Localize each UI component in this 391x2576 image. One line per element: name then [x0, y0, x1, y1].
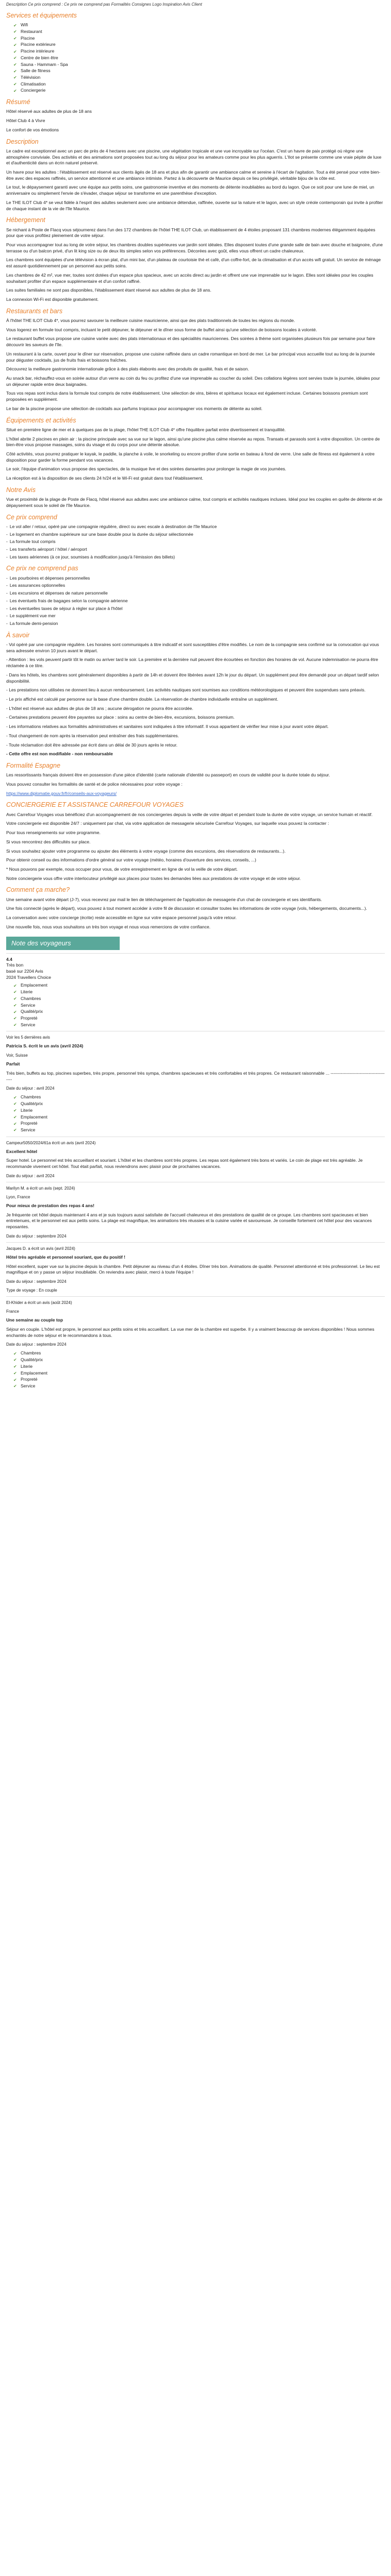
review-date-label: Date du séjour : avril 2024	[6, 1173, 55, 1178]
review-card	[6, 1242, 385, 1293]
check-icon: ✔	[13, 1377, 17, 1382]
services-list	[6, 22, 385, 94]
hebergement-title: Hébergement	[6, 216, 45, 224]
restaurants-para: Le restaurant buffet vous propose une cuisine variée avec des plats internationaux et des spécialités mauriciennes. Des soirées à thème sont organisées plusieurs fois par semaine pour faire découvrir les saveurs de l'île.	[6, 336, 376, 348]
list-item	[6, 532, 385, 538]
comment-para: Une semaine avant votre départ (J-7), vous recevrez par mail le lien de téléchargement de l'application de messagerie d'un chat de conciergerie et ses identifiants.	[6, 896, 322, 902]
dash-icon: -	[6, 613, 8, 619]
savoir-para: - Dans les hôtels, les chambres sont généralement disponibles à partir de 14h et doivent être libérées avant 12h le jour du départ. Un supplément peut être demandé pour un départ tardif selon disponibilité.	[6, 672, 379, 684]
check-item	[13, 1101, 385, 1107]
check-item	[13, 1003, 385, 1009]
check-icon: ✔	[13, 49, 17, 54]
savoir-para: - Certaines prestations peuvent être payantes sur place : soins au centre de bien-être, excursions, boissons premium.	[6, 715, 235, 720]
check-icon: ✔	[13, 42, 17, 47]
formalites-para: Vous pouvez consulter les formalités de santé et de police nécessaires pour votre voyage :	[6, 782, 183, 787]
check-label: Qualité/prix	[21, 1101, 43, 1107]
check-label: Literie	[21, 989, 33, 995]
check-icon: ✔	[13, 983, 17, 988]
restaurants-para: Tous vos repas sont inclus dans la formule tout compris de notre établissement. Une sélection de vins, bières et spiritueux locaux est également incluse. Certaines boissons premium sont proposées en supplément.	[6, 391, 368, 402]
equipements-para: Situé en première ligne de mer et à quelques pas de la plage, l'hôtel THE ILOT Club 4* offre l'équilibre parfait entre divertissement et tranquillité.	[6, 427, 286, 432]
review-date-label: Date du séjour : septembre 2024	[6, 1342, 67, 1347]
check-item	[13, 1370, 385, 1377]
list-item-text: Les taxes aériennes (à ce jour, soumises à modification jusqu'à l'émission des billets)	[9, 554, 175, 560]
notre-avis-title: Notre Avis	[6, 486, 36, 494]
review-card	[6, 1137, 385, 1179]
check-icon: ✔	[13, 990, 17, 995]
equipements-para: Côté activités, vous pourrez pratiquer le kayak, le paddle, la planche à voile, le snorkeling ou encore profiter d'une sortie en bateau à fond de verre. Une salle de fitness est également à votre disposition pour garder la forme pendant vos vacances.	[6, 451, 375, 463]
check-item	[13, 1127, 385, 1133]
dash-icon: -	[6, 605, 8, 611]
restaurants-para: Découvrez la meilleure gastronomie internationale grâce à des plats élaborés avec des produits de qualité, frais et de saison.	[6, 366, 249, 372]
check-item	[13, 1015, 385, 1022]
reviews-header: Note des voyageurs	[6, 937, 120, 950]
check-icon: ✔	[13, 1351, 17, 1356]
check-icon: ✔	[13, 996, 17, 1002]
check-label: Chambres	[21, 1350, 41, 1356]
check-label: Service	[21, 1383, 36, 1388]
description-para: Le cadre est exceptionnel avec un parc de près de 4 hectares avec une piscine, une végétation tropicale et une vue incroyable sur l'océan. C'est un havre de paix protégé où règne une atmosphère conviviale. Des activités et des animations sont proposées tout au long du séjour pour les amateurs comme pour les plus aguerris. L'Ilot se présente comme une vraie pépite de luxe et d'authenticité dans un écrin naturel préservé.	[6, 148, 382, 166]
resume-line: Hôtel réservé aux adultes de plus de 18 ans	[6, 109, 92, 114]
list-item	[6, 547, 385, 553]
savoir-para: - Vol opéré par une compagnie régulière. Les horaires sont communiqués à titre indicatif et sont susceptibles d'être modifiés. Le nom de la compagnie sera confirmé sur la convocation qui vous sera adressée environ 10 jours avant le départ.	[6, 641, 379, 653]
check-item	[13, 1108, 385, 1114]
check-label: Centre de bien être	[21, 55, 58, 60]
check-item	[13, 75, 385, 81]
check-icon: ✔	[13, 23, 17, 28]
list-item	[6, 606, 385, 612]
hebergement-para: Pour vous accompagner tout au long de votre séjour, les chambres doubles supérieures vue jardin sont idéales. Elles disposent toutes d'une grande salle de bain avec douche et baignoire, d'une terrasse ou d'un balcon privé, d'un lit king size ou de deux lits simples selon vos préférences. Décorées avec goût, elles vous offrent un cadre chaleureux.	[6, 242, 383, 253]
check-item	[13, 68, 385, 74]
restaurants-para: Au snack bar, réchauffez-vous en soirée autour d'un verre au coin du feu ou profitez d'une vue imprenable au coucher du soleil. Des collations légères sont servies toute la journée, idéales pour un déjeuner rapide entre deux baignades.	[6, 376, 380, 387]
list-item-text: Le logement en chambre supérieure sur une base double pour la durée du séjour sélectionnée	[9, 531, 193, 537]
review-card	[6, 1031, 385, 1133]
check-item	[13, 982, 385, 989]
check-item	[13, 1364, 385, 1370]
review-title: Pour mieux de prestation des repas 4 ans!	[6, 1202, 95, 1208]
check-icon: ✔	[13, 1108, 17, 1113]
criteria-list	[6, 1350, 385, 1389]
check-icon: ✔	[13, 1003, 17, 1008]
review-trip: France	[6, 1309, 19, 1314]
check-label: Piscine	[21, 35, 35, 41]
conciergerie-item: Si vous rencontrez des difficultés sur place.	[6, 839, 91, 844]
list-item-text: Les éventuels frais de bagages selon la compagnie aérienne	[9, 598, 128, 603]
savoir-para: - Le prix affiché est calculé par personne sur la base d'une chambre double. La réservation de chambre individuelle entraîne un supplément.	[6, 697, 279, 702]
check-item	[13, 1357, 385, 1363]
review-meta: Campeur5050/2024/61a écrit un avis (avril 2024)	[6, 1140, 96, 1145]
score: 4.4	[6, 956, 12, 962]
savoir-para: - Attention : les vols peuvent partir tôt le matin ou arriver tard le soir. La première et la dernière nuit peuvent être écourtées en fonction des horaires de vol. Aucune indemnisation ne pourra être réclamée à ce titre.	[6, 657, 379, 669]
conciergerie-item: Pour obtenir conseil ou des informations d'ordre général sur votre voyage (météo, horaires d'ouverture des services, conseils, ...)	[6, 857, 256, 863]
resume-line: Le confort de vos émotions	[6, 127, 59, 132]
check-item	[13, 42, 385, 48]
prix-ne-comprend-title: Ce prix ne comprend pas	[6, 565, 78, 572]
list-item	[6, 554, 385, 561]
review-type: Type de voyage : En couple	[6, 1288, 57, 1293]
comment-para: Une nouvelle fois, nous vous souhaitons un très bon voyage et nous vous remercions de votre confiance.	[6, 924, 210, 929]
conciergerie-title: CONCIERGERIE ET ASSISTANCE CARREFOUR VOYAGES	[6, 801, 184, 809]
check-label: Emplacement	[21, 1114, 47, 1120]
prix-comprend-list	[6, 524, 385, 561]
check-icon: ✔	[13, 1121, 17, 1126]
hebergement-para: Les suites familiales ne sont pas disponibles, l'établissement étant réservé aux adultes de plus de 18 ans.	[6, 287, 211, 293]
hebergement-para: Les chambres sont équipées d'une télévision à écran plat, d'un mini bar, d'un plateau de courtoisie thé et café, d'un coffre-fort, de la climatisation et d'un accès wifi gratuit. Un service de ménage est assuré quotidiennement par un personnel aux petits soins.	[6, 257, 381, 269]
check-item	[13, 29, 385, 35]
check-icon: ✔	[13, 82, 17, 87]
check-label: Qualité/prix	[21, 1357, 43, 1363]
review-meta: Jacques D. a écrit un avis (avril 2024)	[6, 1246, 75, 1251]
dash-icon: -	[6, 575, 8, 581]
review-date-label: Date du séjour : avril 2024	[6, 1086, 55, 1091]
check-icon: ✔	[13, 36, 17, 41]
restaurants-para: Le bar de la piscine propose une sélection de cocktails aux parfums tropicaux pour accompagner vos moments de détente au soleil.	[6, 405, 263, 411]
check-icon: ✔	[13, 75, 17, 80]
review-meta: Marilyn M. a écrit un avis (sept. 2024)	[6, 1185, 75, 1191]
check-item	[13, 48, 385, 55]
tabs-line[interactable]: Description Ce prix comprend : Ce prix ne comprend pas Formalités Consignes Logo Inspiration Avis Client	[6, 2, 202, 7]
list-item-text: Les transferts aéroport / hôtel / aéroport	[9, 547, 87, 552]
review-title: Parfait	[6, 1061, 20, 1067]
check-label: Restaurant	[21, 29, 42, 34]
formalites-para: Les ressortissants français doivent être en possession d'une pièce d'identité (carte nationale d'identité ou passeport) en cours de validité pour la durée totale du séjour.	[6, 772, 330, 778]
check-label: Propreté	[21, 1121, 38, 1126]
check-label: Literie	[21, 1107, 33, 1113]
check-label: Chambres	[21, 1094, 41, 1100]
list-item-text: Les assurances optionnelles	[9, 583, 66, 588]
equipements-para: Le soir, l'équipe d'animation vous propose des spectacles, de la musique live et des soirées dansantes pour prolonger la magie de vos journées.	[6, 466, 286, 472]
criteria-list	[6, 982, 385, 1028]
dash-icon: -	[6, 547, 8, 552]
dash-icon: -	[6, 590, 8, 596]
check-icon: ✔	[13, 29, 17, 35]
check-item	[13, 989, 385, 995]
check-item	[13, 1350, 385, 1357]
savoir-para: - L'hôtel est réservé aux adultes de plus de 18 ans ; aucune dérogation ne pourra être accordée.	[6, 705, 193, 711]
check-item	[13, 81, 385, 88]
list-item	[6, 613, 385, 619]
resume-title: Résumé	[6, 98, 30, 106]
dash-icon: -	[6, 598, 8, 603]
description-title: Description	[6, 138, 39, 145]
review-card	[6, 1182, 385, 1239]
dash-icon: -	[6, 621, 8, 626]
list-item	[6, 590, 385, 597]
review-date-label: Date du séjour : septembre 2024	[6, 1233, 67, 1239]
comment-para: La conversation avec votre concierge (écrite) reste accessible en ligne sur votre espace personnel jusqu'à votre retour.	[6, 915, 237, 921]
check-label: Service	[21, 1127, 36, 1132]
conciergerie-item: Si vous souhaitez ajouter votre programme ou ajouter des éléments à votre voyage (comme des excursions, des réservations de restaurants...).	[6, 848, 286, 854]
check-label: Piscine extérieure	[21, 42, 56, 47]
check-item	[13, 1377, 385, 1383]
check-item	[13, 1121, 385, 1127]
equipements-para: La réception est à la disposition de ses clients 24 h/24 et le Wi-Fi est gratuit dans tout l'établissement.	[6, 476, 203, 481]
review-body: Je fréquente cet hôtel depuis maintenant 4 ans et je suis toujours aussi satisfaite de l'accueil chaleureux et des prestations de qualité de ce groupe. Les chambres sont spacieuses et bien entretenues, et le personnel est aux petits soins. La plage est magnifique, les animations très réussies et la cuisine variée et savoureuse. Je conseille fortement cet hôtel pour des vacances reposantes.	[6, 1212, 372, 1230]
score-based: basé sur 2204 Avis	[6, 968, 43, 974]
check-icon: ✔	[13, 1023, 17, 1028]
check-icon: ✔	[13, 1114, 17, 1120]
review-body: Super hotel. Le personnel est très accueillant et souriant. L'hôtel et les chambres sont très propres. Les repas sont également très bons et variés. Le coin de plage est très agréable. Je recommande vivement cet hôtel. Tout était parfait, nous reviendrons avec plaisir pour de prochaines vacances.	[6, 1158, 363, 1170]
conciergerie-intro: Avec Carrefour Voyages vous bénéficiez d'un accompagnement de nos conciergeries depuis la veille de votre départ et pendant toute la durée de votre voyage, un service humain et réactif.	[6, 811, 373, 817]
check-icon: ✔	[13, 1128, 17, 1133]
list-item	[6, 575, 385, 582]
check-label: Propreté	[21, 1015, 38, 1021]
check-label: Emplacement	[21, 982, 47, 988]
list-item	[6, 621, 385, 627]
list-item-text: Le vol aller / retour, opéré par une compagnie régulière, direct ou avec escale à destination de l'île Maurice	[9, 523, 217, 529]
restaurants-para: À l'hôtel THE ILOT Club 4*, vous pourrez savourer la meilleure cuisine mauricienne, ainsi que des plats traditionnels de toutes les régions du monde.	[6, 318, 295, 323]
check-icon: ✔	[13, 1095, 17, 1100]
list-item-text: Les éventuelles taxes de séjour à régler sur place à l'hôtel	[9, 605, 123, 611]
savoir-para: - Tout changement de nom après la réservation peut entraîner des frais supplémentaires.	[6, 733, 179, 738]
check-label: Service	[21, 1022, 36, 1027]
check-label: Qualité/prix	[21, 1009, 43, 1014]
check-item	[13, 1383, 385, 1389]
review-author: Patricia S. écrit le un avis (avril 2024)	[6, 1043, 84, 1049]
check-item	[13, 1094, 385, 1100]
check-icon: ✔	[13, 69, 17, 74]
prix-comprend-title: Ce prix comprend	[6, 513, 57, 521]
check-item	[13, 55, 385, 61]
review-meta: El-Khider a écrit un avis (août 2024)	[6, 1300, 72, 1306]
check-icon: ✔	[13, 88, 17, 93]
dash-icon: -	[6, 539, 8, 545]
check-icon: ✔	[13, 1101, 17, 1107]
savoir-para: - Toute réclamation doit être adressée par écrit dans un délai de 30 jours après le retour.	[6, 742, 178, 748]
check-label: Salle de fitness	[21, 68, 51, 74]
review-trip: Lyon, France	[6, 1194, 30, 1199]
check-icon: ✔	[13, 1009, 17, 1014]
review-title: Hôtel très agréable et personnel souriant, que du positif !	[6, 1254, 125, 1260]
dash-icon: -	[6, 554, 8, 560]
check-item	[13, 1022, 385, 1028]
list-item	[6, 583, 385, 589]
check-label: Piscine intérieure	[21, 48, 55, 54]
conciergerie-note2: Notre conciergerie vous offre votre interlocuteur privilégié aux places pour toutes les demandes liées aux prestations de votre voyage et de votre séjour.	[6, 875, 301, 881]
formalites-title: Formalité Espagne	[6, 762, 60, 770]
dash-icon: -	[6, 531, 8, 537]
hebergement-para: Les chambres de 42 m², vue mer, toutes sont dotées d'un espace plus spacieux, avec un accès direct au jardin et offrent une vue imprenable sur le lagon. Elles sont idéales pour les couples souhaitant profiter d'un espace supplémentaire et d'un confort raffiné.	[6, 272, 373, 284]
check-icon: ✔	[13, 1358, 17, 1363]
check-label: Conciergerie	[21, 88, 46, 93]
score-date: 2024 Travellers Choice	[6, 974, 51, 980]
list-item	[6, 539, 385, 545]
check-label: Sauna - Hammam - Spa	[21, 61, 68, 67]
check-icon: ✔	[13, 56, 17, 61]
prix-ne-comprend-list	[6, 575, 385, 627]
description-para: Le tout, le dépaysement garanti avec une équipe aux petits soins, une gastronomie inventive et des moments de détente inoubliables au bord du lagon. Que ce soit pour une lune de miel, un anniversaire ou simplement l'envie de s'évader, chaque séjour se transforme en une parenthèse d'exception.	[6, 184, 374, 196]
check-label: Emplacement	[21, 1370, 47, 1376]
notre-avis-text: Vue et proximité de la plage de Poste de Flacq, hôtel réservé aux adultes avec une ambiance calme, tout compris et activités nautiques incluses. Idéal pour les couples en quête de détente et de dépaysement sous le soleil de l'île Maurice.	[6, 497, 383, 508]
check-label: Chambres	[21, 995, 41, 1001]
check-label: Wifi	[21, 22, 28, 28]
list-item-text: Les pourboires et dépenses personnelles	[9, 575, 90, 581]
review-meta: Voir les 5 dernières avis	[6, 1035, 50, 1040]
dash-icon: -	[6, 523, 8, 529]
check-label: Literie	[21, 1363, 33, 1369]
reviews-list	[6, 1031, 385, 1389]
check-item	[13, 88, 385, 94]
score-label: Très bon	[6, 962, 24, 968]
resume-block	[6, 109, 385, 133]
check-label: Propreté	[21, 1377, 38, 1382]
equipements-para: L'hôtel abrite 2 piscines en plein air : la piscine principale avec sa vue sur le lagon, ainsi qu'une piscine plus calme réservée au repos. Transats et parasols sont à votre disposition. Un centre de bien-être vous propose massages, soins du visage et du corps pour une détente absolue.	[6, 436, 380, 448]
list-item-text: La formule tout compris	[9, 539, 56, 545]
restaurants-para: Un restaurant à la carte, ouvert pour le dîner sur réservation, propose une cuisine raffinée dans un cadre romantique en bord de mer. Le bar principal vous accueille tout au long de la journée pour déguster cocktails, jus de fruits frais et boissons fraîches.	[6, 351, 375, 363]
comment-para: Une fois connecté (après le départ), vous pouvez à tout moment accéder à votre fil de discussion et consulter toutes les informations de votre voyage (vols, hébergements, documents...).	[6, 906, 367, 911]
savoir-para: - Les prestations non utilisées ne donnent lieu à aucun remboursement. Les activités nautiques sont soumises aux conditions météorologiques et peuvent être suspendues sans préavis.	[6, 687, 366, 693]
comment-title: Comment ça marche?	[6, 886, 70, 894]
check-item	[13, 36, 385, 42]
restaurants-title: Restaurants et bars	[6, 307, 63, 315]
description-para: Le THE ILOT Club 4* se veut fidèle à l'esprit des adultes seulement avec une ambiance détendue, raffinée, ouverte sur la nature et le lagon, avec un style créole contemporain qui invite à profiter de chaque instant de la vie de l'île Maurice.	[6, 199, 383, 211]
check-item	[13, 1114, 385, 1121]
dash-icon: -	[6, 583, 8, 588]
savoir-title: À savoir	[6, 631, 30, 639]
check-item	[13, 22, 385, 28]
review-trip: Voir, Suisse	[6, 1053, 28, 1058]
review-card	[6, 1296, 385, 1389]
restaurants-para: Vous logerez en formule tout compris, incluant le petit déjeuner, le déjeuner et le dîner sous forme de buffet ainsi qu'une sélection de boissons locales à volonté.	[6, 327, 317, 332]
check-item	[13, 1009, 385, 1015]
check-icon: ✔	[13, 1364, 17, 1369]
criteria-list	[6, 1094, 385, 1133]
hebergement-para: Se nichant à Poste de Flacq vous séjournerez dans l'un des 172 chambres de l'hôtel THE ILOT Club, un établissement de 4 étoiles proposant 131 chambres modernes élégamment équipées pour que vous profitiez pleinement de votre séjour.	[6, 227, 376, 239]
list-item-text: Le supplément vue mer	[9, 613, 56, 619]
review-body: Très bien, buffets au top, piscines superbes, très propre, personnel très sympa, chambres spacieuses et très confortables et très propres. Ce restaurant raisonnable ... -----------------------------------------	[6, 1070, 385, 1082]
formalites-link[interactable]: https://www.diplomatie.gouv.fr/fr/conseils-aux-voyageurs/	[6, 790, 117, 796]
resume-line: Hôtel Club 4 à Vivre	[6, 118, 45, 124]
check-icon: ✔	[13, 1016, 17, 1021]
check-item	[13, 996, 385, 1002]
review-author: Excellent hôtel	[6, 1148, 37, 1154]
check-item	[13, 62, 385, 68]
savoir-para: - Les informations relatives aux formalités administratives et sanitaires sont indiquées à titre informatif. Il vous appartient de vérifier leur mise à jour avant votre départ.	[6, 724, 329, 730]
conciergerie-items	[6, 830, 385, 863]
check-label: Climatisation	[21, 81, 46, 87]
review-body: Séjour en couple. L'hôtel est propre, le personnel aux petits soins et très accueillant. La vue mer de la chambre est superbe. Il y a vraiment beaucoup de services disponibles ! Nous sommes enchantés de notre séjour et le recommandons à tous.	[6, 1326, 374, 1338]
review-title: Une semaine au couple top	[6, 1317, 63, 1323]
list-item	[6, 598, 385, 604]
list-item	[6, 524, 385, 530]
check-label: Télévision	[21, 75, 41, 80]
conciergerie-hours: Votre conciergerie est disponible 24/7 : uniquement par chat, via votre application de messagerie sécurisée Carrefour Voyages, sur laquelle vous pouvez la contacter :	[6, 821, 329, 826]
review-date-label: Date du séjour : septembre 2024	[6, 1279, 67, 1284]
check-icon: ✔	[13, 1370, 17, 1376]
check-icon: ✔	[13, 1384, 17, 1389]
conciergerie-note: * Nous pouvons par exemple, nous occuper pour vous, de votre enregistrement en ligne de vol la veille de votre départ.	[6, 867, 238, 872]
services-title: Services et équipements	[6, 12, 77, 20]
list-item-text: La formule demi-pension	[9, 621, 58, 626]
list-item-text: Les excursions et dépenses de nature personnelle	[9, 590, 108, 596]
check-label: Service	[21, 1002, 36, 1008]
equipements-title: Équipements et activités	[6, 416, 76, 424]
savoir-extra: - Cette offre est non modifiable - non remboursable	[6, 751, 113, 757]
hebergement-para: La connexion Wi-Fi est disponible gratuitement.	[6, 297, 99, 302]
conciergerie-item: Pour tous renseignements sur votre programme.	[6, 830, 101, 836]
check-icon: ✔	[13, 62, 17, 67]
review-body: Hôtel excellent, super vue sur la piscine depuis la chambre. Petit déjeuner au niveau d'un 4 étoiles. Dîner très bon. Animations de qualité. Personnel attentionné et très professionnel. Le lieu est magnifique et on y passe un séjour inoubliable. On reviendra avec plaisir, merci à toute l'équipe !	[6, 1263, 380, 1275]
savoir-block	[6, 642, 385, 748]
reviews-summary	[6, 953, 385, 1028]
description-para: Un havre pour les adultes : l'établissement est réservé aux clients âgés de 18 ans et plus afin de garantir une ambiance calme et sereine à l'écart de l'agitation. Tout a été pensé pour votre bien-être avec des espaces raffinés, un service attentionné et une ambiance intimiste. Partez à la découverte de Maurice depuis ce lieu privilégié, véritable bijou de la côte est.	[6, 170, 381, 181]
